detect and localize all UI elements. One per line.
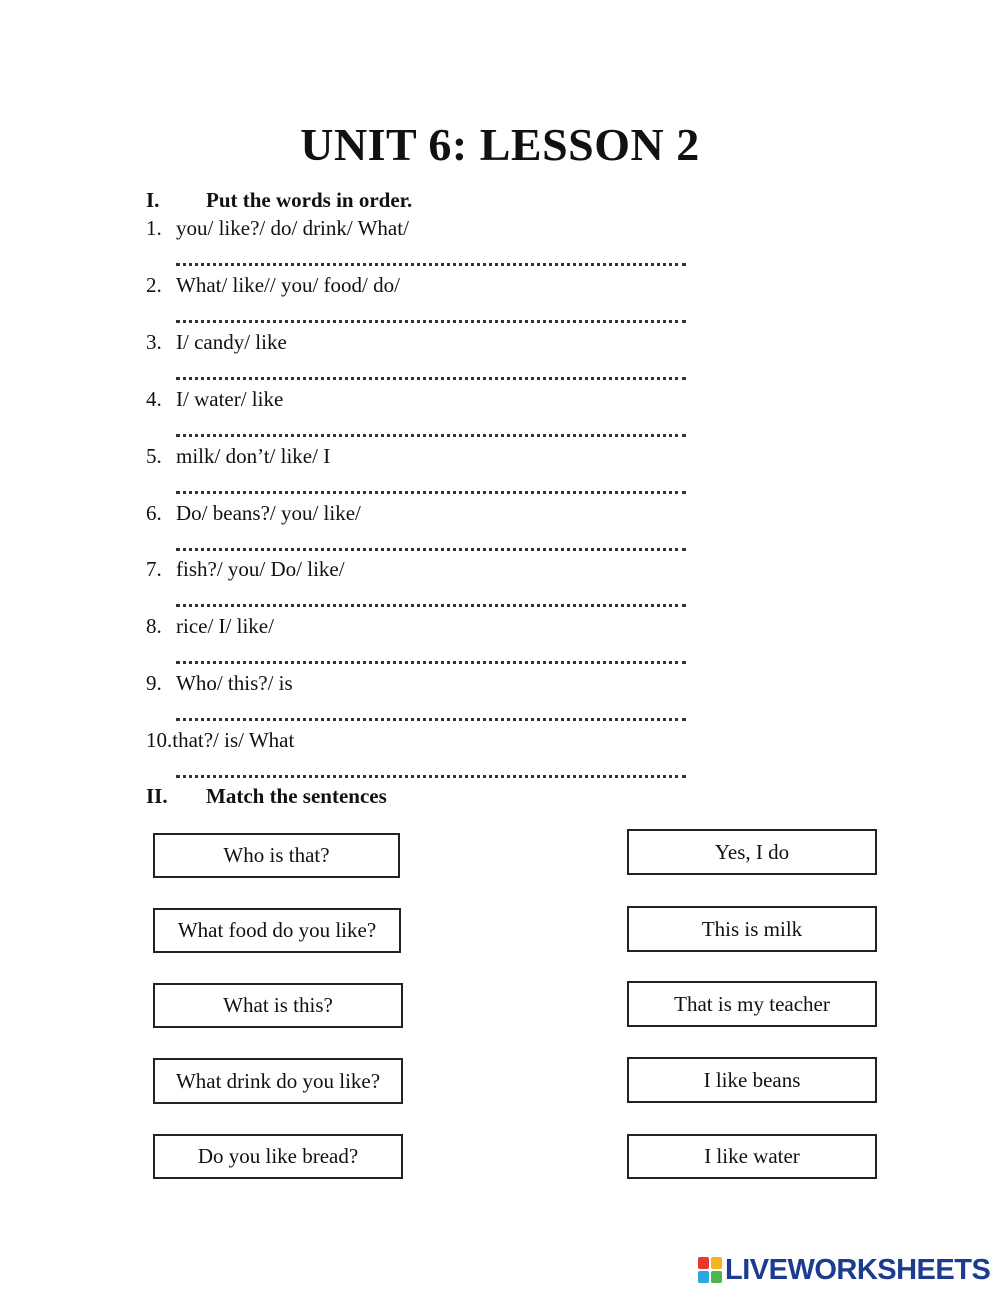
liveworksheets-tiles-icon: [698, 1257, 722, 1283]
match-left-5[interactable]: Do you like bread?: [153, 1134, 403, 1179]
logo-tile-3: [698, 1271, 709, 1283]
match-right-4[interactable]: I like beans: [627, 1057, 877, 1103]
logo-text: LIVEWORKSHEETS: [725, 1253, 991, 1286]
match-right-1[interactable]: Yes, I do: [627, 829, 877, 875]
exercise-item-5: [146, 444, 330, 469]
item-words: Who/ this?/ is: [176, 671, 293, 695]
exercise-item-9: [146, 671, 293, 696]
item-number: 4.: [146, 387, 162, 411]
exercise-item-6: [146, 501, 361, 526]
item-number: 5.: [146, 444, 162, 468]
logo-tile-4: [711, 1271, 722, 1283]
item-words: milk/ don’t/ like/ I: [176, 444, 331, 468]
exercise-item-8: [146, 614, 274, 639]
exercise-item-4: [146, 387, 283, 412]
match-right-2[interactable]: This is milk: [627, 906, 877, 952]
answer-line-9[interactable]: [176, 708, 686, 721]
item-number: 1.: [146, 216, 162, 240]
logo-tile-1: [698, 1257, 709, 1269]
item-number: 9.: [146, 671, 162, 695]
section-2-number: II.: [146, 784, 168, 808]
exercise-item-7: [146, 557, 345, 582]
page-title: UNIT 6: LESSON 2: [300, 119, 700, 170]
answer-line-8[interactable]: [176, 651, 686, 664]
match-left-1[interactable]: Who is that?: [153, 833, 400, 878]
exercise-item-3: [146, 330, 287, 355]
answer-line-2[interactable]: [176, 310, 686, 323]
answer-line-1[interactable]: [176, 253, 686, 266]
item-words: I/ candy/ like: [176, 330, 287, 354]
item-words: I/ water/ like: [176, 387, 284, 411]
section-2-title: Match the sentences: [206, 784, 387, 808]
item-number: 10.: [146, 728, 173, 752]
liveworksheets-logo: [698, 1255, 990, 1285]
exercise-item-2: [146, 273, 400, 298]
item-number: 7.: [146, 557, 162, 581]
item-number: 2.: [146, 273, 162, 297]
match-right-5[interactable]: I like water: [627, 1134, 877, 1179]
logo-tile-2: [711, 1257, 722, 1269]
answer-line-5[interactable]: [176, 481, 686, 494]
section-1-number: I.: [146, 188, 160, 212]
answer-line-4[interactable]: [176, 424, 686, 437]
match-left-4[interactable]: What drink do you like?: [153, 1058, 403, 1104]
item-number: 8.: [146, 614, 162, 638]
item-number: 6.: [146, 501, 162, 525]
answer-line-10[interactable]: [176, 765, 686, 778]
item-words: What/ like// you/ food/ do/: [176, 273, 400, 297]
answer-line-3[interactable]: [176, 367, 686, 380]
section-2-heading: [146, 784, 387, 809]
item-words: Do/ beans?/ you/ like/: [176, 501, 361, 525]
answer-line-7[interactable]: [176, 594, 686, 607]
answer-line-6[interactable]: [176, 538, 686, 551]
item-words: that?/ is/ What: [172, 728, 295, 752]
exercise-item-10: [146, 728, 294, 753]
match-left-2[interactable]: What food do you like?: [153, 908, 401, 953]
item-words: you/ like?/ do/ drink/ What/: [176, 216, 409, 240]
match-left-3[interactable]: What is this?: [153, 983, 403, 1028]
exercise-item-1: [146, 216, 409, 241]
item-words: fish?/ you/ Do/ like/: [176, 557, 345, 581]
section-1-heading: [146, 188, 412, 213]
item-words: rice/ I/ like/: [176, 614, 274, 638]
item-number: 3.: [146, 330, 162, 354]
section-1-title: Put the words in order.: [206, 188, 413, 212]
match-right-3[interactable]: That is my teacher: [627, 981, 877, 1027]
